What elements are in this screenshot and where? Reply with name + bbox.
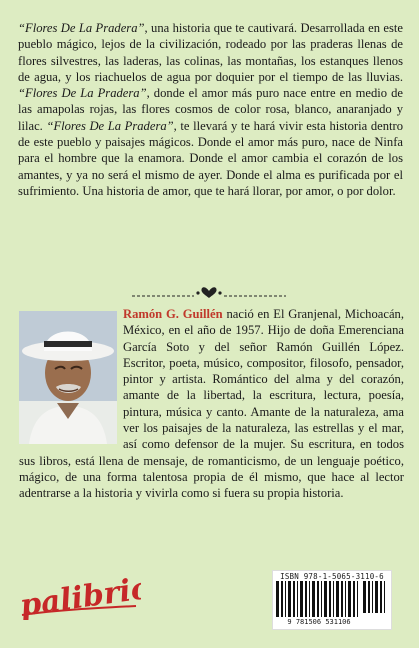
barcode-bar	[372, 581, 373, 613]
barcode-digits: 9 781506 531106	[287, 618, 351, 626]
book-title-1: “Flores De La Pradera”	[18, 21, 145, 35]
barcode-bar	[357, 581, 358, 617]
publisher-logo-text: palibrio	[17, 576, 141, 620]
barcode-bar	[321, 581, 322, 617]
barcode-bar	[300, 581, 303, 617]
isbn-label: ISBN 978-1-5065-3110-6	[280, 572, 384, 581]
barcode-bar	[345, 581, 346, 617]
barcode-bar	[297, 581, 298, 617]
barcode-bar	[348, 581, 351, 617]
barcode-bar	[324, 581, 327, 617]
book-title-2: “Flores De La Pradera”	[18, 86, 147, 101]
author-bio-text: nació en El Granjenal, Michoacán, México, en el año de 1957. Hijo de doña Emerenciana García Soto y del señor Ramón Guillén López. Escritor, poeta, músico, compositor, filosofo, pensador, pintor y artista. Romántico del alma y del corazón, amante de la libertad, la escritura, lectura, poesía, pintura, música y canto. Amante de la naturaleza, ama ver los paisajes de la naturaleza, las estrellas y el mar, así como defensor de la mujer. Su escritura, en todos sus libros, está llena de mensaje, de romanticismo, de un lenguaje poético, mágico, de una forma talentosa propia de él mismo, que hace al lector adentrarse a la historia y vivirla como si fuera su propia historia.	[19, 307, 404, 501]
barcode-bar	[305, 581, 307, 617]
blurb-text-2: , donde el amor más puro nace entre en medio de las amapolas rojas, las flores cosmos de color rosa, blanco, anaranjado y lilac.	[18, 86, 404, 133]
barcode-bar	[341, 581, 343, 617]
barcode-bar	[336, 581, 339, 617]
blurb-text-3: , te llevará y te hará vivir esta historia dentro de este pueblo y paisajes mágicos. Donde el amor más puro, nace de Ninfa para el hombre que la enamora. Donde el amor cambia el corazón de los amantes, y ya no será el mismo de ayer. Donde el alma es purificada por el sufrimiento. Una historia de amor, que te hará llorar, por amor, o por dolor.	[18, 118, 403, 198]
barcode-bar	[384, 581, 385, 613]
barcode-bars	[276, 581, 362, 617]
publisher-logo	[16, 576, 141, 620]
ornament-divider	[130, 285, 288, 301]
barcode-bar	[285, 581, 286, 617]
barcode-bar	[312, 581, 315, 617]
barcode-bar	[309, 581, 310, 617]
barcode-bar	[368, 581, 370, 613]
barcode-addon-bars	[363, 581, 388, 613]
barcode-bar	[317, 581, 319, 617]
barcode-bar	[333, 581, 334, 617]
barcode-bar	[329, 581, 331, 617]
book-title-3: “Flores De La Pradera”	[46, 118, 174, 133]
author-bio	[19, 306, 404, 502]
barcode-bar	[353, 581, 355, 617]
blurb-text-1: , una historia que te cautivará. Desarrollada en este pueblo mágico, lejos de la civilización, rodeado por las praderas llenas de flores silvestres, las laderas, las colinas, las montañas, los estanques llenos de agua, y los riachuelos de agua por doquier por el tiempo de las lluvias.	[18, 21, 403, 84]
barcode-bar	[293, 581, 295, 617]
barcode-bar	[380, 581, 382, 613]
barcode-bar	[363, 581, 366, 613]
barcode-bar	[375, 581, 378, 613]
barcode-bar	[288, 581, 291, 617]
author-name: Ramón G. Guillén	[123, 307, 223, 321]
barcode-bar	[276, 581, 279, 617]
isbn-barcode	[272, 570, 392, 630]
back-cover-blurb	[18, 20, 403, 199]
barcode-bar	[281, 581, 283, 617]
